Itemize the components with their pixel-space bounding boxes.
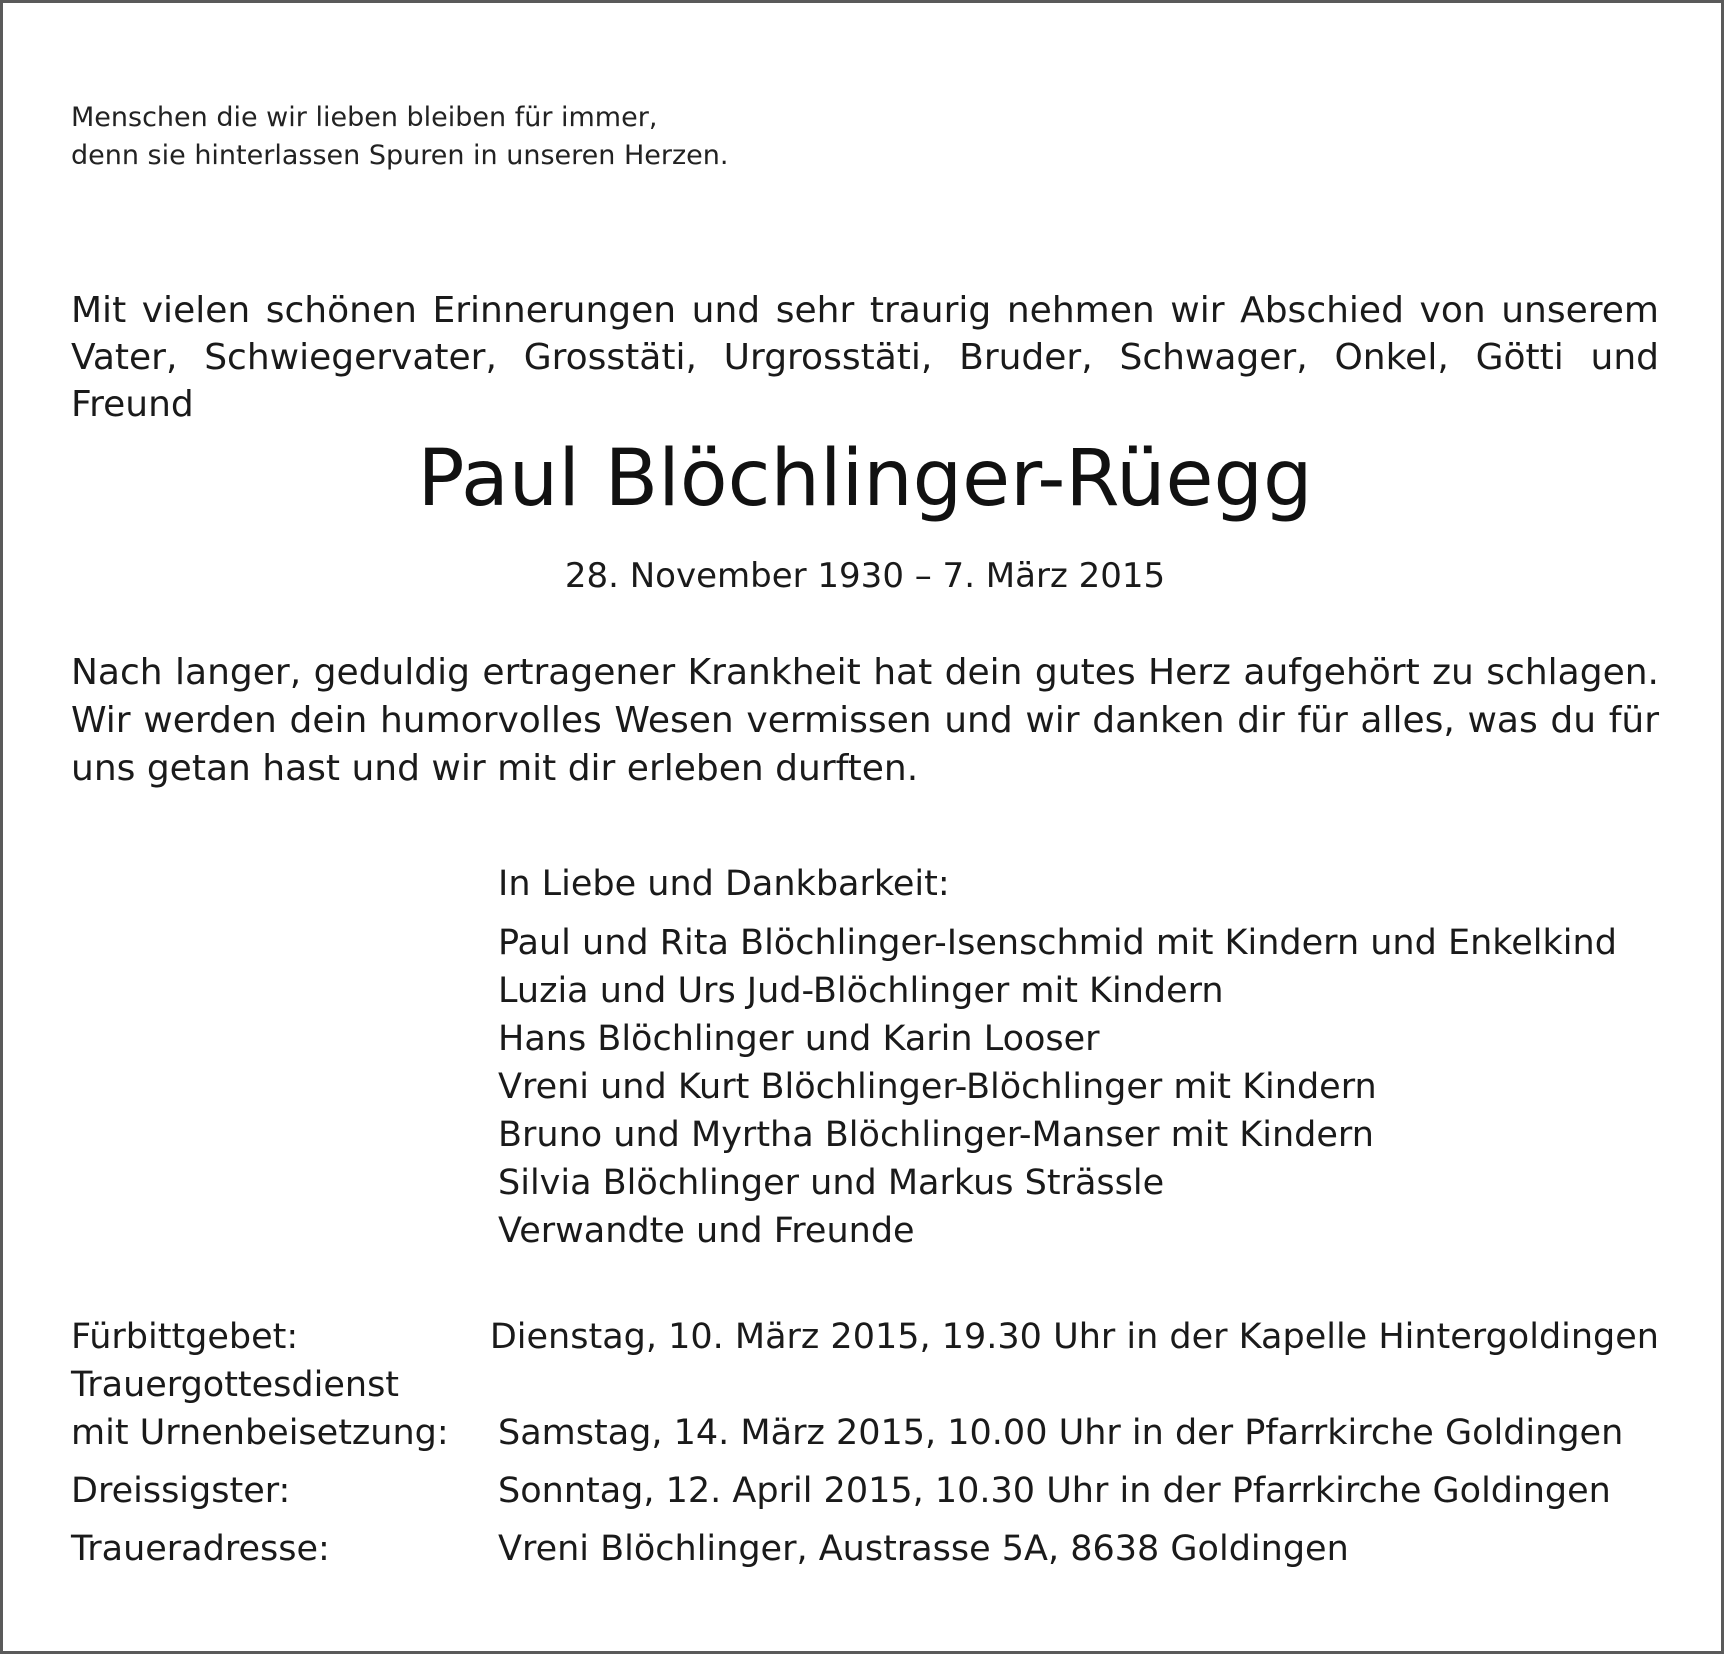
mourner-entry: Hans Blöchlinger und Karin Looser	[498, 1019, 1100, 1059]
intro-line-2: Vater, Schwiegervater, Grosstäti, Urgrosstäti, Bruder, Schwager, Onkel, Götti und Freund	[71, 337, 1659, 425]
life-dates: 28. November 1930 – 7. März 2015	[564, 556, 1166, 596]
intro-paragraph	[71, 287, 1659, 428]
thirtieth-label: Dreissigster:	[71, 1471, 291, 1511]
mourner-entry: Silvia Blöchlinger und Markus Strässle	[498, 1163, 1165, 1203]
mourner-entry: Paul und Rita Blöchlinger-Isenschmid mit Kindern und Enkelkind	[498, 923, 1617, 963]
prayer-label: Fürbittgebet:	[71, 1317, 299, 1357]
farewell-message	[71, 649, 1659, 793]
funeral-label-line-1: Trauergottesdienst	[71, 1365, 400, 1405]
funeral-value: Samstag, 14. März 2015, 10.00 Uhr in der Pfarrkirche Goldingen	[498, 1413, 1624, 1453]
schedule-row-thirtieth	[71, 1467, 1659, 1515]
address-value: Vreni Blöchlinger, Austrasse 5A, 8638 Goldingen	[498, 1529, 1349, 1569]
funeral-label-line-2: mit Urnenbeisetzung:	[71, 1413, 449, 1453]
message-line-3: uns getan hast und wir mit dir erleben durften.	[71, 748, 919, 789]
message-line-2: Wir werden dein humorvolles Wesen vermissen und wir danken dir für alles, was du für	[71, 700, 1659, 741]
mourners-list	[498, 919, 1617, 1255]
thirtieth-value: Sonntag, 12. April 2015, 10.30 Uhr in der Pfarrkirche Goldingen	[498, 1471, 1611, 1511]
motto-line-2: denn sie hinterlassen Spuren in unseren Herzen.	[71, 140, 729, 171]
mourner-entry: Vreni und Kurt Blöchlinger-Blöchlinger mit Kindern	[498, 1067, 1377, 1107]
address-label: Traueradresse:	[71, 1529, 330, 1569]
mourner-entry: Bruno und Myrtha Blöchlinger-Manser mit Kindern	[498, 1115, 1374, 1155]
deceased-name: Paul Blöchlinger-Rüegg	[417, 434, 1313, 524]
mourners-title: In Liebe und Dankbarkeit:	[498, 864, 950, 904]
mourner-entry: Verwandte und Freunde	[498, 1211, 915, 1251]
message-line-1: Nach langer, geduldig ertragener Krankheit hat dein gutes Herz aufgehört zu schlagen.	[71, 652, 1659, 693]
mourner-entry: Luzia und Urs Jud-Blöchlinger mit Kindern	[498, 971, 1224, 1011]
motto-verse	[71, 99, 728, 175]
schedule-row-funeral	[71, 1361, 1659, 1457]
prayer-value: Dienstag, 10. März 2015, 19.30 Uhr in der Kapelle Hintergoldingen	[489, 1317, 1659, 1357]
schedule-row-prayer	[71, 1313, 1659, 1361]
ceremony-schedule	[71, 1313, 1659, 1573]
intro-line-1: Mit vielen schönen Erinnerungen und sehr traurig nehmen wir Abschied von unserem	[71, 290, 1659, 331]
motto-line-1: Menschen die wir lieben bleiben für immer,	[71, 102, 658, 133]
schedule-row-address	[71, 1525, 1659, 1573]
